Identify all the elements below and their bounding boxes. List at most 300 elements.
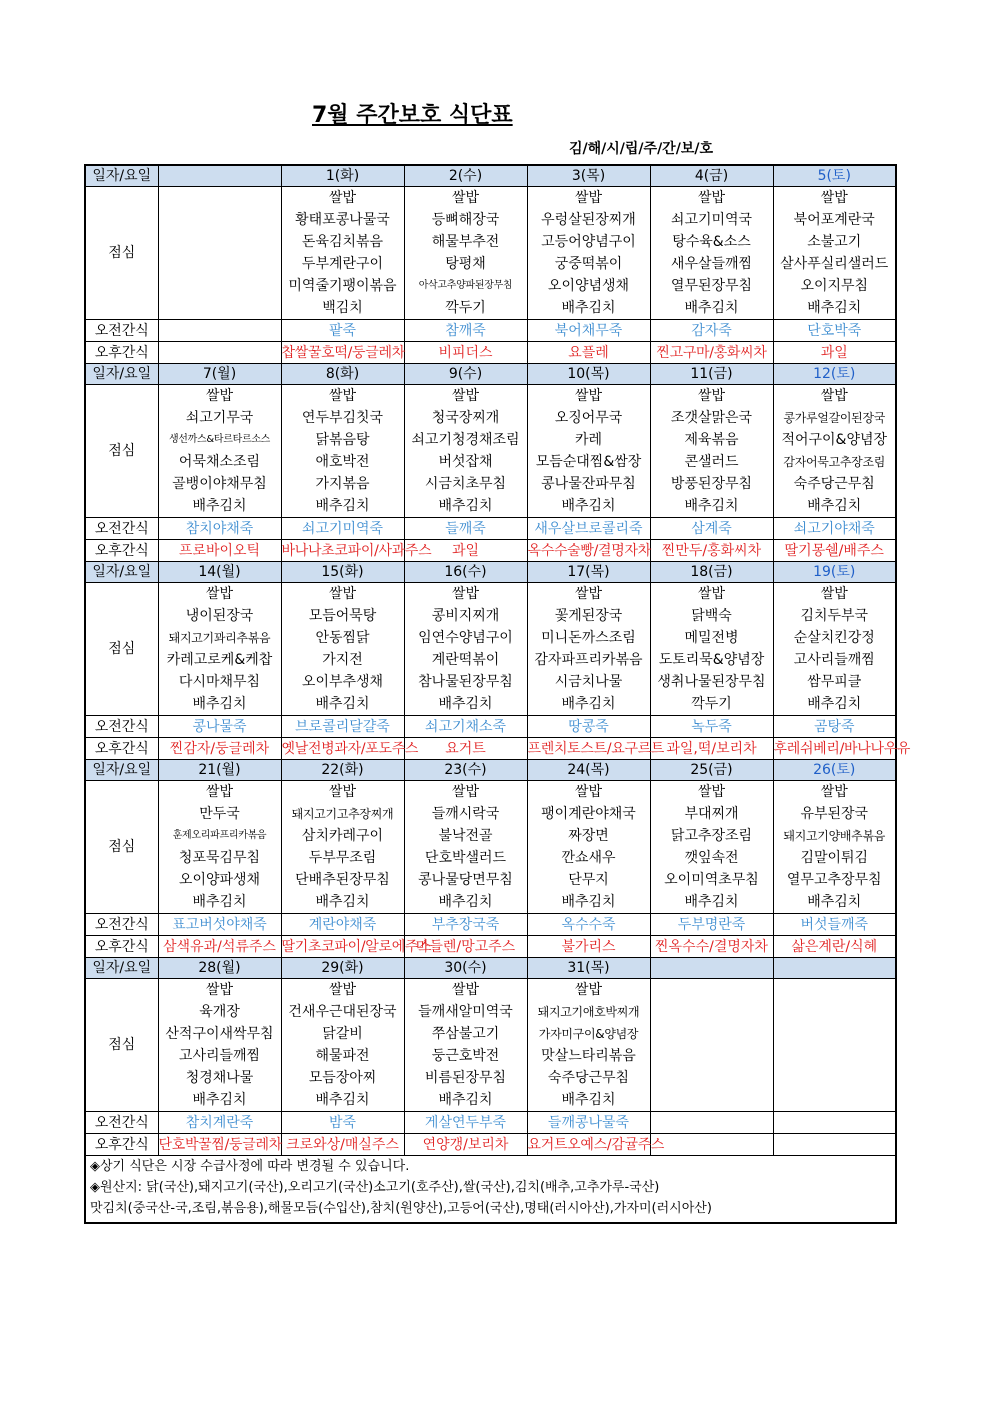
pm-snack: 찹쌀꿀호떡/둥글레차 bbox=[281, 342, 404, 364]
menu-item: 만두국 bbox=[199, 806, 240, 822]
pm-snack-label: 오후간식 bbox=[85, 936, 158, 958]
lunch-label: 점심 bbox=[85, 385, 158, 518]
menu-item: 생취나물된장무침 bbox=[657, 674, 766, 690]
am-snack: 곰탕죽 bbox=[773, 716, 896, 738]
menu-item: 가지전 bbox=[322, 652, 363, 668]
am-snack: 밤죽 bbox=[281, 1112, 404, 1134]
notes-cell bbox=[85, 1156, 896, 1224]
day-date: 25(금) bbox=[650, 760, 773, 781]
am-snack: 새우살브로콜리죽 bbox=[527, 518, 650, 540]
day-date: 30(수) bbox=[404, 958, 527, 979]
pm-snack: 요플레 bbox=[527, 342, 650, 364]
menu-item: 배추김치 bbox=[192, 696, 247, 712]
menu-item: 콘샐러드 bbox=[684, 454, 739, 470]
lunch-menu-cell bbox=[650, 781, 773, 914]
menu-item: 배추김치 bbox=[807, 300, 862, 316]
organization-name: 김/해/시/립/주/간/보/호 bbox=[569, 141, 713, 157]
menu-item: 감자파프리카볶음 bbox=[534, 652, 643, 668]
menu-item: 두부무조림 bbox=[308, 850, 377, 866]
menu-item: 쌀밥 bbox=[328, 982, 357, 998]
day-date: 8(화) bbox=[281, 364, 404, 385]
pm-snack-row bbox=[85, 540, 896, 562]
menu-item: 불낙전골 bbox=[438, 828, 493, 844]
menu-item: 열무된장무침 bbox=[670, 278, 753, 294]
menu-item: 임연수양념구이 bbox=[418, 630, 513, 646]
lunch-menu-cell bbox=[650, 979, 773, 1112]
am-snack: 땅콩죽 bbox=[527, 716, 650, 738]
menu-item: 참나물된장무침 bbox=[418, 674, 513, 690]
menu-item: 열무고추장무침 bbox=[786, 872, 882, 888]
am-snack bbox=[650, 1112, 773, 1134]
pm-snack-row bbox=[85, 342, 896, 364]
menu-item: 미니돈까스조림 bbox=[541, 630, 636, 646]
pm-snack: 삶은계란/식혜 bbox=[773, 936, 896, 958]
menu-item: 쌀밥 bbox=[820, 190, 848, 206]
menu-item: 배추김치 bbox=[315, 894, 370, 910]
pm-snack: 삼색유과/석류주스 bbox=[158, 936, 281, 958]
day-date bbox=[158, 165, 281, 187]
menu-item: 쇠고기무국 bbox=[185, 410, 254, 426]
day-date: 29(화) bbox=[281, 958, 404, 979]
pm-snack: 찐고구마/홍화씨차 bbox=[650, 342, 773, 364]
menu-item: 배추김치 bbox=[561, 498, 616, 514]
menu-item: 오이미역초무침 bbox=[664, 872, 759, 888]
pm-snack: 과일 bbox=[773, 342, 896, 364]
am-snack: 녹두죽 bbox=[650, 716, 773, 738]
date-label: 일자/요일 bbox=[85, 165, 158, 187]
menu-item: 소불고기 bbox=[807, 234, 862, 250]
menu-item: 쌀밥 bbox=[820, 784, 848, 800]
menu-item: 부대찌개 bbox=[684, 806, 739, 822]
menu-item: 청포묵김무침 bbox=[178, 850, 261, 866]
lunch-menu-cell bbox=[650, 187, 773, 320]
menu-item: 다시마채무침 bbox=[178, 674, 261, 690]
lunch-menu-cell bbox=[527, 583, 650, 716]
menu-item: 쌀밥 bbox=[451, 586, 480, 602]
day-date: 19(토) bbox=[773, 562, 896, 583]
lunch-menu-cell bbox=[158, 385, 281, 518]
menu-item: 계란떡볶이 bbox=[431, 652, 500, 668]
menu-item: 청경채나물 bbox=[185, 1070, 254, 1086]
day-date: 16(수) bbox=[404, 562, 527, 583]
menu-item: 배추김치 bbox=[192, 1092, 247, 1108]
lunch-menu-cell bbox=[404, 187, 527, 320]
day-date: 26(토) bbox=[773, 760, 896, 781]
am-snack: 브로콜리달걀죽 bbox=[281, 716, 404, 738]
menu-item: 팽이계란야채국 bbox=[541, 806, 636, 822]
day-date: 22(화) bbox=[281, 760, 404, 781]
menu-item: 배추김치 bbox=[684, 894, 739, 910]
menu-item: 들깨새알미역국 bbox=[418, 1004, 513, 1020]
note-line: ◈상기 식단은 시장 수급사정에 따라 변경될 수 있습니다. bbox=[90, 1159, 410, 1174]
menu-item: 황태포콩나물국 bbox=[295, 212, 390, 228]
note-line: 맛김치(중국산-국,조림,볶음용),해물모듬(수입산),참치(원양산),고등어(국산),명태(러시아산),가자미(러시아산) bbox=[90, 1201, 712, 1216]
pm-snack: 딸기몽쉘/배주스 bbox=[773, 540, 896, 562]
pm-snack: 단호박꿀찜/둥글레차 bbox=[158, 1134, 281, 1156]
menu-item: 배추김치 bbox=[561, 300, 616, 316]
menu-item: 두부계란구이 bbox=[301, 256, 384, 272]
pm-snack-row bbox=[85, 936, 896, 958]
day-date bbox=[773, 958, 896, 979]
lunch-menu-cell bbox=[158, 187, 281, 320]
am-snack bbox=[773, 1112, 896, 1134]
day-date: 9(수) bbox=[404, 364, 527, 385]
menu-item: 돼지고기애호박찌개 bbox=[537, 1005, 640, 1019]
menu-item: 단무지 bbox=[568, 872, 609, 888]
menu-item: 쌀밥 bbox=[574, 982, 603, 998]
menu-item: 닭볶음탕 bbox=[315, 432, 370, 448]
lunch-menu-cell bbox=[281, 781, 404, 914]
menu-item: 쌀밥 bbox=[451, 190, 480, 206]
am-snack: 들깨콩나물죽 bbox=[527, 1112, 650, 1134]
pm-snack: 연양갱/보리차 bbox=[404, 1134, 527, 1156]
menu-item: 깻잎속전 bbox=[684, 850, 739, 866]
pm-snack: 찐감자/둥글레차 bbox=[158, 738, 281, 760]
menu-item: 고등어양념구이 bbox=[541, 234, 636, 250]
menu-item: 안동찜닭 bbox=[315, 630, 370, 646]
lunch-menu-cell bbox=[281, 583, 404, 716]
pm-snack bbox=[773, 1134, 896, 1156]
am-snack-row bbox=[85, 320, 896, 342]
menu-item: 들깨시락국 bbox=[431, 806, 500, 822]
menu-item: 쌀밥 bbox=[205, 982, 234, 998]
menu-item: 해물파전 bbox=[315, 1048, 370, 1064]
pm-snack: 프렌치토스트/요구르트 bbox=[527, 738, 650, 760]
pm-snack: 바나나초코파이/사과주스 bbox=[281, 540, 404, 562]
lunch-menu-cell bbox=[773, 979, 896, 1112]
menu-item: 제육볶음 bbox=[684, 432, 739, 448]
pm-snack-label: 오후간식 bbox=[85, 540, 158, 562]
date-row bbox=[85, 760, 896, 781]
menu-table bbox=[84, 164, 911, 1224]
menu-item: 쌈무피클 bbox=[807, 674, 862, 690]
lunch-menu-cell bbox=[281, 385, 404, 518]
menu-item: 쌀밥 bbox=[574, 388, 603, 404]
pm-snack: 딸기초코파이/알로에주스 bbox=[281, 936, 404, 958]
menu-item: 깍두기 bbox=[691, 696, 732, 712]
menu-item: 오징어무국 bbox=[554, 410, 623, 426]
menu-item: 배추김치 bbox=[807, 498, 862, 514]
date-label: 일자/요일 bbox=[85, 562, 158, 583]
menu-item: 산적구이새싹무침 bbox=[165, 1026, 274, 1042]
lunch-row bbox=[85, 781, 896, 914]
menu-item: 애호박전 bbox=[315, 454, 370, 470]
am-snack: 참치야채죽 bbox=[158, 518, 281, 540]
am-snack: 버섯들깨죽 bbox=[773, 914, 896, 936]
menu-item: 쌀밥 bbox=[697, 784, 726, 800]
menu-item: 오이양파생채 bbox=[178, 872, 261, 888]
lunch-menu-cell bbox=[404, 583, 527, 716]
menu-item: 오이부추생채 bbox=[301, 674, 384, 690]
menu-item: 돼지고기고추장찌개 bbox=[291, 807, 394, 821]
pm-snack: 크로와상/매실주스 bbox=[281, 1134, 404, 1156]
menu-item: 고사리들깨찜 bbox=[793, 652, 875, 668]
menu-item: 건새우근대된장국 bbox=[288, 1004, 397, 1020]
lunch-menu-cell bbox=[158, 979, 281, 1112]
pm-snack: 마들렌/망고주스 bbox=[404, 936, 527, 958]
day-date: 12(토) bbox=[773, 364, 896, 385]
day-date: 23(수) bbox=[404, 760, 527, 781]
am-snack: 삼계죽 bbox=[650, 518, 773, 540]
menu-item: 배추김치 bbox=[807, 696, 862, 712]
menu-item: 조갯살맑은국 bbox=[670, 410, 753, 426]
day-date: 24(목) bbox=[527, 760, 650, 781]
lunch-menu-cell bbox=[527, 187, 650, 320]
day-date: 4(금) bbox=[650, 165, 773, 187]
menu-item: 배추김치 bbox=[438, 696, 493, 712]
am-snack-label: 오전간식 bbox=[85, 320, 158, 342]
menu-item: 쭈삼불고기 bbox=[431, 1026, 500, 1042]
am-snack-row bbox=[85, 1112, 896, 1134]
lunch-menu-cell bbox=[773, 781, 896, 914]
menu-item: 배추김치 bbox=[192, 498, 247, 514]
menu-item: 등뼈해장국 bbox=[431, 212, 500, 228]
lunch-menu-cell bbox=[650, 385, 773, 518]
menu-item: 생선까스&타르타르소스 bbox=[168, 434, 271, 445]
menu-item: 비름된장무침 bbox=[424, 1070, 507, 1086]
menu-item: 배추김치 bbox=[684, 300, 739, 316]
menu-item: 카레 bbox=[574, 432, 603, 448]
am-snack: 콩나물죽 bbox=[158, 716, 281, 738]
date-row bbox=[85, 958, 896, 979]
menu-item: 탕수육&소스 bbox=[672, 234, 751, 250]
day-date: 1(화) bbox=[281, 165, 404, 187]
menu-item: 돼지고기꽈리추볶음 bbox=[168, 631, 271, 645]
menu-item: 배추김치 bbox=[315, 498, 370, 514]
menu-item: 고사리들깨찜 bbox=[178, 1048, 261, 1064]
menu-item: 쌀밥 bbox=[451, 982, 480, 998]
menu-item: 쇠고기청경채조림 bbox=[411, 432, 520, 448]
menu-item: 쌀밥 bbox=[574, 586, 603, 602]
lunch-row bbox=[85, 385, 896, 518]
am-snack: 쇠고기미역죽 bbox=[281, 518, 404, 540]
menu-item: 우렁살된장찌개 bbox=[541, 212, 636, 228]
day-date: 21(월) bbox=[158, 760, 281, 781]
menu-item: 둥근호박전 bbox=[431, 1048, 500, 1064]
am-snack: 옥수수죽 bbox=[527, 914, 650, 936]
day-date: 15(화) bbox=[281, 562, 404, 583]
lunch-row bbox=[85, 979, 896, 1112]
menu-item: 꽃게된장국 bbox=[554, 608, 623, 624]
menu-item: 쌀밥 bbox=[697, 388, 726, 404]
pm-snack: 프로바이오틱 bbox=[158, 540, 281, 562]
menu-item: 쌀밥 bbox=[697, 190, 726, 206]
menu-item: 쌀밥 bbox=[328, 388, 357, 404]
menu-item: 닭백숙 bbox=[691, 608, 732, 624]
am-snack-label: 오전간식 bbox=[85, 1112, 158, 1134]
pm-snack-label: 오후간식 bbox=[85, 342, 158, 364]
am-snack: 쇠고기채소죽 bbox=[404, 716, 527, 738]
pm-snack: 불가리스 bbox=[527, 936, 650, 958]
menu-item: 도토리묵&양념장 bbox=[658, 652, 765, 668]
menu-item: 쌀밥 bbox=[328, 784, 357, 800]
menu-item: 모듬순대찜&쌈장 bbox=[535, 454, 642, 470]
menu-item: 쌀밥 bbox=[205, 388, 234, 404]
am-snack-row bbox=[85, 914, 896, 936]
am-snack-row bbox=[85, 716, 896, 738]
menu-item: 단호박샐러드 bbox=[424, 850, 507, 866]
menu-item: 적어구이&양념장 bbox=[781, 432, 888, 448]
menu-item: 숙주당근무침 bbox=[547, 1070, 630, 1086]
lunch-row bbox=[85, 187, 896, 320]
am-snack: 참치계란죽 bbox=[158, 1112, 281, 1134]
lunch-menu-cell bbox=[773, 187, 896, 320]
menu-item: 쌀밥 bbox=[820, 388, 848, 404]
pm-snack-row bbox=[85, 1134, 896, 1156]
menu-item: 살사푸실리샐러드 bbox=[780, 256, 889, 272]
menu-item: 버섯잡채 bbox=[438, 454, 493, 470]
pm-snack: 과일,떡/보리차 bbox=[650, 738, 773, 760]
pm-snack-label: 오후간식 bbox=[85, 738, 158, 760]
pm-snack: 과일 bbox=[404, 540, 527, 562]
menu-item: 연두부김칫국 bbox=[301, 410, 384, 426]
menu-item: 배추김치 bbox=[315, 1092, 370, 1108]
day-date: 11(금) bbox=[650, 364, 773, 385]
lunch-menu-cell bbox=[404, 385, 527, 518]
menu-item: 백김치 bbox=[322, 300, 363, 316]
menu-item: 김치두부국 bbox=[800, 608, 869, 624]
menu-item: 쌀밥 bbox=[451, 784, 480, 800]
am-snack: 게살연두부죽 bbox=[404, 1112, 527, 1134]
am-snack bbox=[158, 320, 281, 342]
menu-item: 배추김치 bbox=[561, 894, 616, 910]
menu-item: 콩가루얼갈이된장국 bbox=[783, 411, 886, 425]
am-snack-label: 오전간식 bbox=[85, 914, 158, 936]
am-snack: 참깨죽 bbox=[404, 320, 527, 342]
menu-item: 골뱅이야채무침 bbox=[172, 476, 267, 492]
menu-item: 배추김치 bbox=[684, 498, 739, 514]
menu-item: 훈제오리파프리카볶음 bbox=[172, 830, 267, 841]
menu-item: 오이양념생채 bbox=[547, 278, 630, 294]
menu-item: 쇠고기미역국 bbox=[670, 212, 753, 228]
lunch-menu-cell bbox=[281, 979, 404, 1112]
menu-item: 쌀밥 bbox=[574, 190, 603, 206]
menu-item: 쌀밥 bbox=[205, 586, 234, 602]
menu-item: 가지볶음 bbox=[315, 476, 370, 492]
am-snack: 쇠고기야채죽 bbox=[773, 518, 896, 540]
date-label: 일자/요일 bbox=[85, 958, 158, 979]
menu-item: 김말이튀김 bbox=[800, 850, 869, 866]
menu-item: 청국장찌개 bbox=[431, 410, 500, 426]
date-row bbox=[85, 364, 896, 385]
menu-item: 닭고추장조림 bbox=[670, 828, 753, 844]
menu-item: 어묵채소조림 bbox=[178, 454, 261, 470]
lunch-menu-cell bbox=[527, 385, 650, 518]
am-snack-row bbox=[85, 518, 896, 540]
menu-item: 맛살느타리볶음 bbox=[541, 1048, 636, 1064]
day-date: 31(목) bbox=[527, 958, 650, 979]
am-snack: 표고버섯야채죽 bbox=[158, 914, 281, 936]
menu-item: 배추김치 bbox=[438, 498, 493, 514]
lunch-menu-cell bbox=[158, 583, 281, 716]
date-label: 일자/요일 bbox=[85, 364, 158, 385]
lunch-menu-cell bbox=[650, 583, 773, 716]
pm-snack: 찐옥수수/결명자차 bbox=[650, 936, 773, 958]
pm-snack bbox=[650, 1134, 773, 1156]
am-snack: 팥죽 bbox=[281, 320, 404, 342]
day-date: 2(수) bbox=[404, 165, 527, 187]
menu-item: 모듬장아찌 bbox=[308, 1070, 377, 1086]
date-label: 일자/요일 bbox=[85, 760, 158, 781]
pm-snack bbox=[158, 342, 281, 364]
pm-snack-label: 오후간식 bbox=[85, 1134, 158, 1156]
lunch-menu-cell bbox=[404, 979, 527, 1112]
note-line: ◈원산지: 닭(국산),돼지고기(국산),오리고기(국산)소고기(호주산),쌀(국산),김치(배추,고추가루-국산) bbox=[90, 1180, 660, 1195]
menu-item: 숙주당근무침 bbox=[793, 476, 875, 492]
lunch-menu-cell bbox=[527, 781, 650, 914]
menu-item: 콩나물당면무침 bbox=[418, 872, 513, 888]
menu-item: 쌀밥 bbox=[820, 586, 848, 602]
pm-snack-row bbox=[85, 738, 896, 760]
lunch-menu-cell bbox=[281, 187, 404, 320]
am-snack: 북어채무죽 bbox=[527, 320, 650, 342]
menu-item: 순살치킨강정 bbox=[793, 630, 875, 646]
menu-item: 쌀밥 bbox=[574, 784, 603, 800]
menu-item: 쌀밥 bbox=[328, 190, 357, 206]
day-date: 28(월) bbox=[158, 958, 281, 979]
am-snack: 감자죽 bbox=[650, 320, 773, 342]
page-title: 7월 주간보호 식단표 bbox=[312, 103, 513, 128]
lunch-menu-cell bbox=[404, 781, 527, 914]
am-snack: 계란야채죽 bbox=[281, 914, 404, 936]
menu-item: 배추김치 bbox=[807, 894, 862, 910]
day-date: 5(토) bbox=[773, 165, 896, 187]
menu-item: 돈육김치볶음 bbox=[301, 234, 384, 250]
menu-item: 아삭고추양파된장무침 bbox=[418, 280, 513, 291]
date-row bbox=[85, 165, 896, 187]
menu-item: 탕평채 bbox=[445, 256, 486, 272]
menu-item: 배추김치 bbox=[438, 894, 493, 910]
notes-row bbox=[85, 1156, 896, 1224]
day-date bbox=[650, 958, 773, 979]
menu-item: 유부된장국 bbox=[800, 806, 869, 822]
pm-snack: 요거트오예스/감귤주스 bbox=[527, 1134, 650, 1156]
menu-item: 삼치카레구이 bbox=[301, 828, 384, 844]
pm-snack: 요거트 bbox=[404, 738, 527, 760]
am-snack-label: 오전간식 bbox=[85, 518, 158, 540]
menu-item: 쌀밥 bbox=[328, 586, 357, 602]
pm-snack: 찐만두/홍화씨차 bbox=[650, 540, 773, 562]
pm-snack: 후레쉬베리/바나나우유 bbox=[773, 738, 896, 760]
lunch-row bbox=[85, 583, 896, 716]
lunch-label: 점심 bbox=[85, 187, 158, 320]
am-snack: 단호박죽 bbox=[773, 320, 896, 342]
menu-item: 닭갈비 bbox=[322, 1026, 363, 1042]
lunch-menu-cell bbox=[773, 385, 896, 518]
menu-item: 궁중떡볶이 bbox=[554, 256, 623, 272]
pm-snack: 옥수수술빵/결명자차 bbox=[527, 540, 650, 562]
menu-item: 배추김치 bbox=[315, 696, 370, 712]
menu-item: 배추김치 bbox=[192, 894, 247, 910]
lunch-label: 점심 bbox=[85, 781, 158, 914]
lunch-menu-cell bbox=[527, 979, 650, 1112]
menu-item: 냉이된장국 bbox=[185, 608, 254, 624]
am-snack: 부추장국죽 bbox=[404, 914, 527, 936]
date-row bbox=[85, 562, 896, 583]
menu-item: 돼지고기양배추볶음 bbox=[783, 829, 886, 843]
menu-item: 배추김치 bbox=[438, 1092, 493, 1108]
lunch-label: 점심 bbox=[85, 979, 158, 1112]
am-snack: 두부명란죽 bbox=[650, 914, 773, 936]
lunch-menu-cell bbox=[773, 583, 896, 716]
menu-item: 시금치초무침 bbox=[424, 476, 507, 492]
menu-item: 깍두기 bbox=[445, 300, 486, 316]
day-date: 10(목) bbox=[527, 364, 650, 385]
menu-item: 북어포계란국 bbox=[793, 212, 875, 228]
menu-item: 쌀밥 bbox=[205, 784, 234, 800]
day-date: 3(목) bbox=[527, 165, 650, 187]
menu-item: 짜장면 bbox=[568, 828, 609, 844]
